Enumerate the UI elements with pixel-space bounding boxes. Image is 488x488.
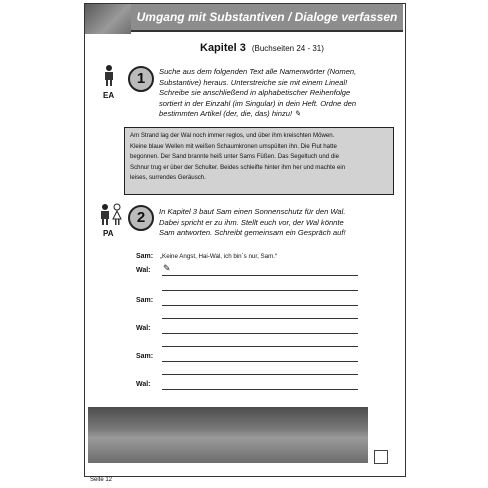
writing-line[interactable]: [162, 333, 358, 334]
writing-line[interactable]: [162, 346, 358, 347]
single-person-icon: [102, 64, 116, 86]
page-number: Seite 12: [90, 477, 113, 483]
speaker-label: Sam:: [136, 253, 154, 260]
task2-instruction: [159, 207, 395, 239]
chapter-title: Kapitel 3: [200, 42, 246, 54]
speaker-label: Wal:: [136, 325, 151, 332]
writing-line[interactable]: [162, 361, 358, 362]
instruction-line: Suche aus dem folgenden Text alle Namenwörter (Nomen,: [159, 67, 357, 76]
task2-mode: PA: [103, 229, 114, 238]
writing-line[interactable]: [162, 318, 358, 319]
task1-instruction: [159, 67, 395, 120]
instruction-line: In Kapitel 3 baut Sam einen Sonnenschutz für den Wal.: [159, 207, 346, 216]
text-line: begonnen. Der Sand brannte heiß unter Sams Füßen. Das Segeltuch und die: [130, 153, 340, 160]
publisher-logo: [374, 450, 388, 464]
text-line: Schnur trug er über der Schulter. Beides schleifte hinter ihm her und machte ein: [130, 163, 346, 171]
instruction-line: Substantive) heraus. Unterstreiche sie mit einem Lineal!: [159, 77, 348, 87]
speaker-label: Wal:: [136, 267, 151, 274]
first-sam-line: „Keine Angst, Hai-Wal, ich bin´s nur, Sam.“: [160, 253, 278, 260]
chapter-pages: (Buchseiten 24 - 31): [251, 44, 324, 53]
instruction-line: Dabei spricht er zu ihm. Stellt euch vor, der Wal könnte: [159, 217, 344, 227]
chapter-heading: [200, 42, 324, 54]
beach-photo: [88, 407, 368, 463]
writing-line[interactable]: [162, 389, 358, 390]
speaker-label: Sam:: [136, 353, 154, 360]
pencil-icon: ✎: [294, 109, 301, 118]
speaker-label: Wal:: [136, 381, 151, 388]
writing-line[interactable]: [162, 374, 358, 375]
reading-text-box: [124, 127, 394, 195]
text-line: Kleine blaue Wellen mit weißen Schaumkronen umspülten ihn. Die Flut hatte: [130, 142, 337, 150]
task1-mode: EA: [103, 91, 115, 100]
instruction-line: Schreibe sie anschließend in alphabetischer Reihenfolge: [159, 88, 351, 97]
pencil-icon: ✎: [163, 263, 171, 273]
speaker-label: Sam:: [136, 297, 154, 304]
instruction-line: Sam antworten. Schreibt gemeinsam ein Gespräch auf!: [159, 228, 346, 237]
publisher-sidebar: [374, 358, 400, 463]
task1-number: 1: [128, 66, 154, 92]
text-line: leises, surrendes Geräusch.: [130, 174, 206, 181]
task2-number: 2: [128, 205, 154, 231]
writing-line[interactable]: [162, 290, 358, 291]
writing-line[interactable]: [162, 305, 358, 306]
instruction-line: bestimmten Artikel (der, die, das) hinzu! ✎: [159, 109, 301, 118]
writing-line[interactable]: [162, 275, 358, 276]
pair-people-icon: [98, 203, 124, 225]
page-title: Umgang mit Substantiven / Dialoge verfassen: [131, 4, 403, 32]
header-photo: [85, 4, 131, 34]
instruction-line: sortiert in der Einzahl (im Singular) in dein Heft. Ordne den: [159, 98, 357, 108]
text-line: Am Strand lag der Wal noch immer reglos, und über ihm kreischten Möwen.: [130, 132, 335, 139]
